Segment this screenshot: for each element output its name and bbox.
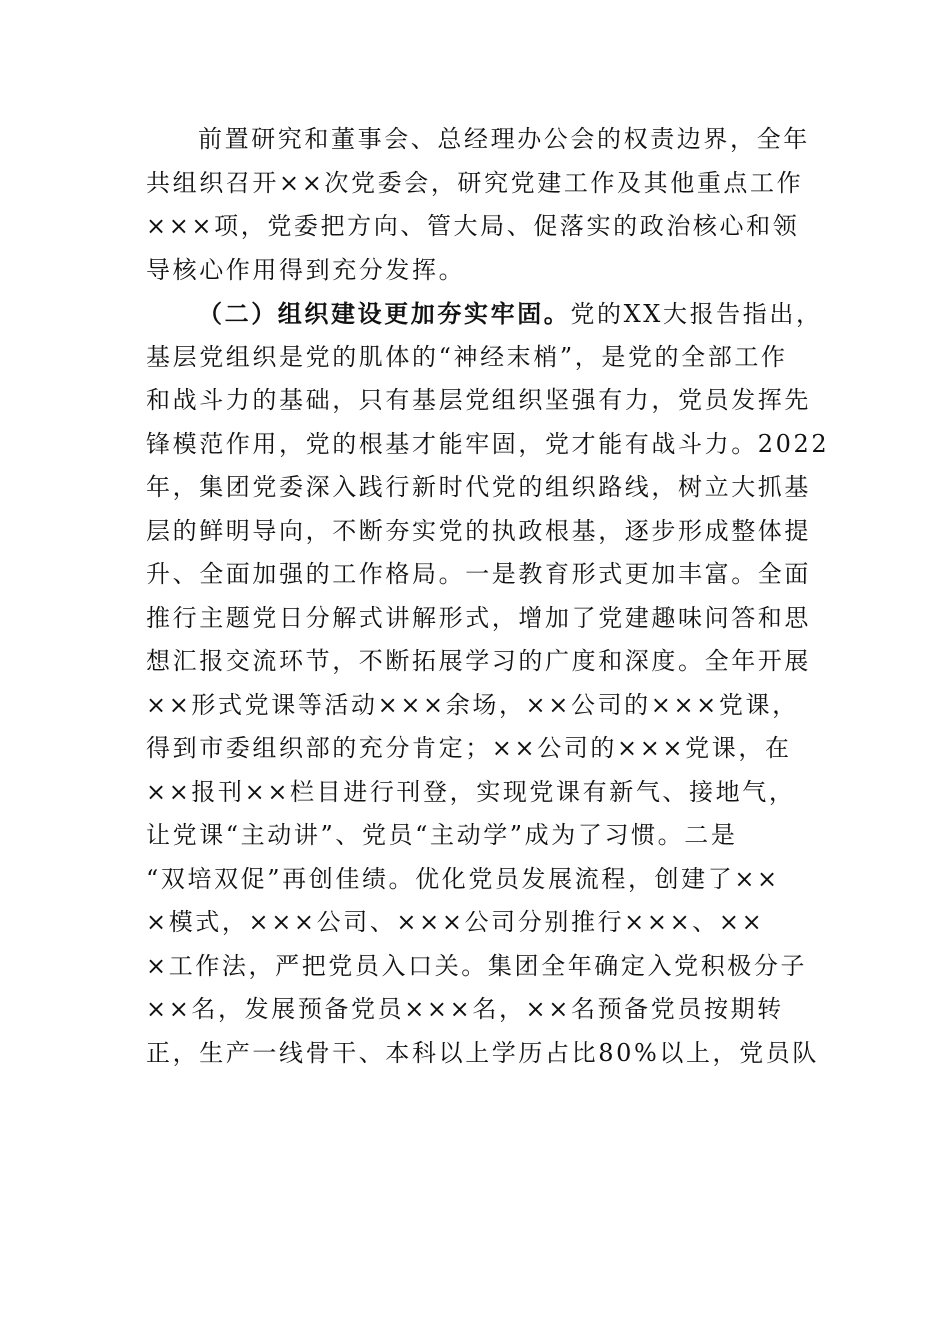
text-line: 锋模范作用，党的根基才能牢固，党才能有战斗力。2022: [146, 429, 830, 458]
text-line: ××报刊××栏目进行刊登，实现党课有新气、接地气，: [146, 777, 796, 806]
text-line: “双培双促”再创佳绩。优化党员发展流程，创建了××: [146, 864, 780, 893]
body-text: [146, 118, 830, 1075]
section-heading-continuation: 党的XX大报告指出，: [570, 300, 823, 328]
text-line: ×模式，×××公司、×××公司分别推行×××、××: [146, 908, 765, 936]
text-line: 年，集团党委深入践行新时代党的组织路线，树立大抓基: [146, 473, 811, 501]
text-line: ××形式党课等活动×××余场，××公司的×××党课，: [146, 690, 799, 719]
text-line: ×××项，党委把方向、管大局、促落实的政治核心和领: [146, 212, 800, 240]
text-line: 让党课“主动讲”、党员“主动学”成为了习惯。二是: [146, 821, 738, 849]
text-line: 想汇报交流环节，不断拓展学习的广度和深度。全年开展: [146, 647, 811, 675]
text-line: 升、全面加强的工作格局。一是教育形式更加丰富。全面: [146, 560, 811, 588]
text-line: ××名，发展预备党员×××名，××名预备党员按期转: [146, 995, 784, 1023]
text-line: 正，生产一线骨干、本科以上学历占比80%以上，党员队: [146, 1038, 819, 1067]
text-line: 和战斗力的基础，只有基层党组织坚强有力，党员发挥先: [146, 386, 811, 414]
section-heading-line: [146, 292, 823, 336]
text-line: 基层党组织是党的肌体的“神经末梢”，是党的全部工作: [146, 342, 788, 371]
text-line: 推行主题党日分解式讲解形式，增加了党建趣味问答和思: [146, 603, 811, 632]
text-line: 导核心作用得到充分发挥。: [146, 255, 466, 284]
text-line: 共组织召开××次党委会，研究党建工作及其他重点工作: [146, 168, 804, 197]
text-line: ×工作法，严把党员入口关。集团全年确定入党积极分子: [146, 951, 808, 980]
text-line: 得到市委组织部的充分肯定；××公司的×××党课，在: [146, 734, 792, 762]
section-heading: （二）组织建设更加夯实牢固。: [198, 299, 571, 328]
text-line: 层的鲜明导向，不断夯实党的执政根基，逐步形成整体提: [146, 516, 811, 545]
text-line: 前置研究和董事会、总经理办公会的权责边界，全年: [198, 125, 810, 153]
